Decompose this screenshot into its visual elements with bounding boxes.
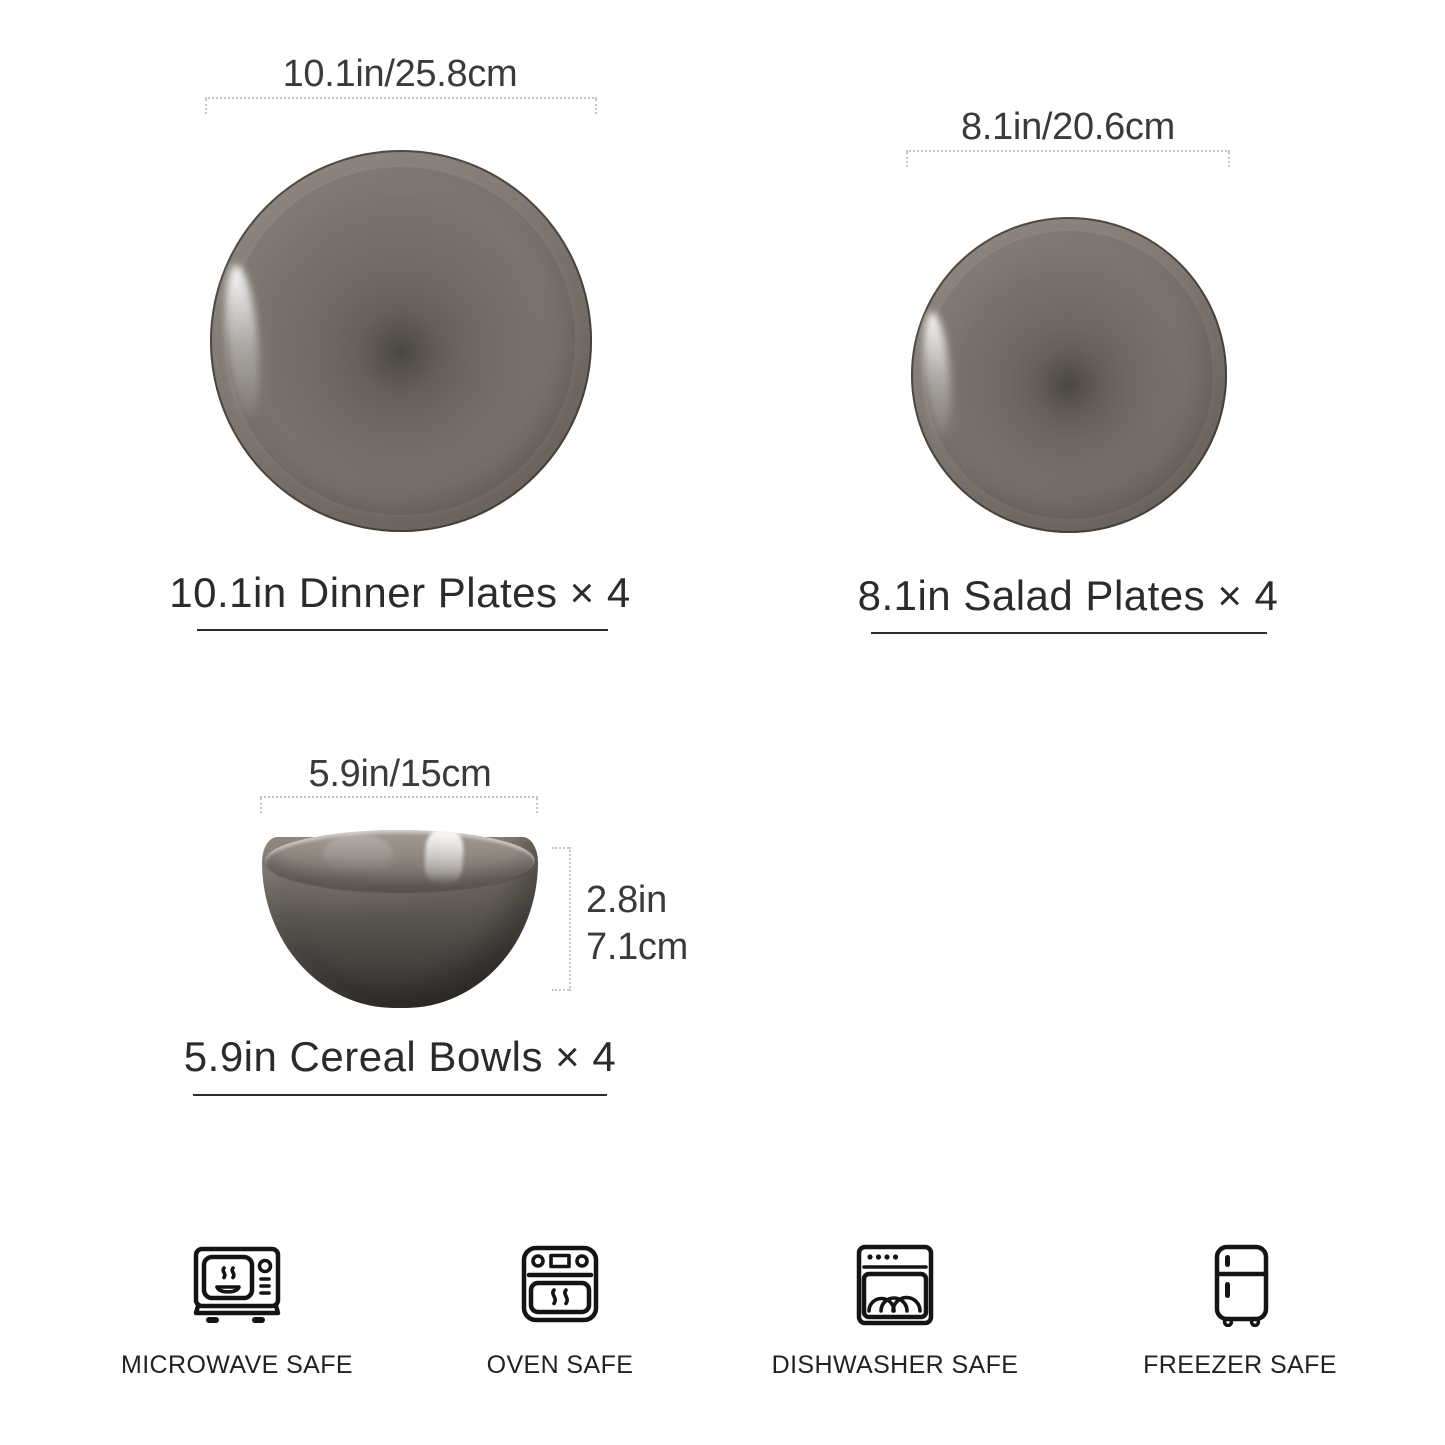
height-cm: 7.1cm <box>586 926 688 968</box>
feature-label-dishwasher: DISHWASHER SAFE <box>771 1351 1019 1379</box>
feature-label-oven: OVEN SAFE <box>486 1351 634 1379</box>
dinner-plate-image <box>210 150 592 532</box>
salad-plate-underline <box>871 632 1267 634</box>
dishwasher-icon <box>851 1243 939 1327</box>
oven-icon <box>516 1243 604 1327</box>
feature-label-microwave: MICROWAVE SAFE <box>120 1351 353 1379</box>
cereal-bowl-height-bracket <box>552 847 571 991</box>
height-inches: 2.8in <box>586 879 667 921</box>
salad-plate-width-bracket <box>906 150 1230 168</box>
dinner-plate-underline <box>197 629 608 631</box>
cereal-bowl-underline <box>193 1094 607 1096</box>
dinner-plate-diameter-label: 10.1in/25.8cm <box>282 53 518 95</box>
cereal-bowl-height-label <box>586 877 688 971</box>
feature-dishwasher <box>745 1243 1045 1380</box>
cereal-bowl-image <box>262 837 538 1008</box>
cereal-bowl-name-label: 5.9in Cereal Bowls × 4 <box>183 1033 617 1080</box>
feature-label-freezer: FREEZER SAFE <box>1143 1351 1337 1379</box>
feature-microwave <box>87 1243 387 1380</box>
feature-freezer <box>1090 1243 1390 1380</box>
cereal-bowl-width-bracket <box>260 796 538 814</box>
bowl-mouth <box>265 830 535 892</box>
dinner-plate-name-label: 10.1in Dinner Plates × 4 <box>169 569 631 616</box>
freezer-icon <box>1196 1243 1284 1327</box>
salad-plate-name-label: 8.1in Salad Plates × 4 <box>857 572 1279 619</box>
salad-plate-diameter-label: 8.1in/20.6cm <box>961 106 1175 148</box>
feature-oven <box>410 1243 710 1380</box>
microwave-icon <box>189 1243 285 1327</box>
salad-plate-image <box>911 217 1227 533</box>
bowl-gloss-highlight <box>424 830 465 884</box>
bowl-reflection <box>323 834 393 874</box>
cereal-bowl-diameter-label: 5.9in/15cm <box>308 753 492 795</box>
dinner-plate-width-bracket <box>205 97 597 115</box>
